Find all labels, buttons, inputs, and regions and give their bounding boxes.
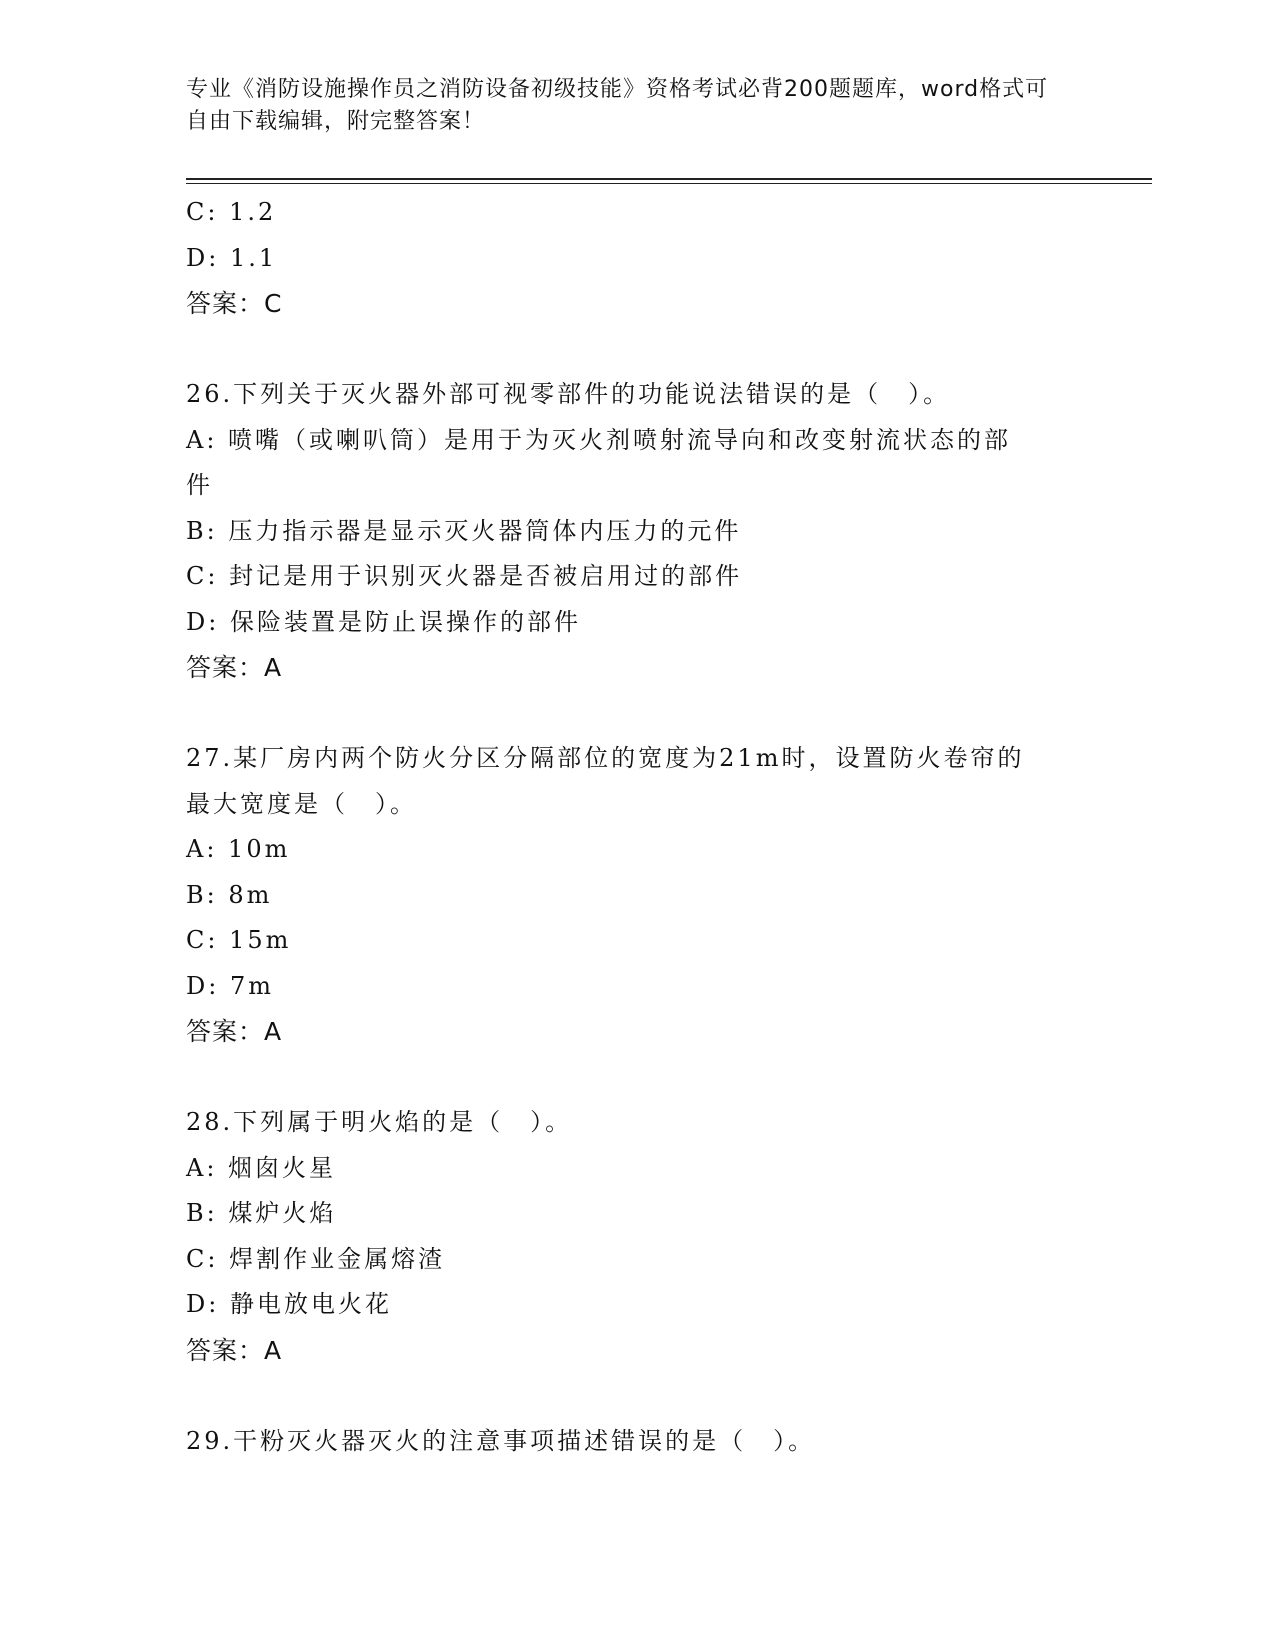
option-d: D: 保险装置是防止误操作的部件 [186, 607, 581, 636]
document-header: 专业《消防设施操作员之消防设备初级技能》资格考试必背200题题库，word格式可自由下载编辑，附完整答案！ [186, 77, 1049, 134]
header-divider [186, 178, 1152, 184]
option-c: C: 焊割作业金属熔渣 [186, 1244, 446, 1273]
option-a: A: 喷嘴（或喇叭筒）是用于为灭火剂喷射流导向和改变射流状态的部件 [186, 425, 1012, 499]
option-b: B: 压力指示器是显示灭火器筒体内压力的元件 [186, 516, 742, 545]
question-26 [186, 372, 1086, 691]
question-29 [186, 1419, 1086, 1465]
question-stem: 26.下列关于灭火器外部可视零部件的功能说法错误的是（ ）。 [186, 380, 951, 408]
spacer [186, 691, 1086, 737]
answer: 答案：A [186, 1335, 283, 1365]
spacer [186, 1373, 1086, 1419]
option-c: C: 15m [186, 926, 292, 954]
option-d: D: 静电放电火花 [186, 1290, 392, 1318]
option-d: D: 7m [186, 971, 274, 1000]
answer: 答案：C [186, 289, 283, 318]
option-a: A: 烟囱火星 [186, 1153, 337, 1182]
answer: 答案：A [186, 1017, 283, 1046]
spacer [186, 327, 1086, 373]
question-28 [186, 1100, 1086, 1373]
spacer [186, 1055, 1086, 1101]
previous-question-tail [186, 190, 1086, 327]
question-stem: 29.干粉灭火器灭火的注意事项描述错误的是（ ）。 [186, 1426, 816, 1455]
option-c: C: 1.2 [186, 198, 277, 226]
option-b: B: 煤炉火焰 [186, 1199, 337, 1227]
question-content [186, 190, 1086, 1464]
question-27 [186, 736, 1086, 1055]
option-d: D: 1.1 [186, 243, 278, 272]
option-b: B: 8m [186, 880, 273, 909]
option-a: A: 10m [186, 835, 291, 863]
question-stem: 27.某厂房内两个防火分区分隔部位的宽度为21m时，设置防火卷帘的最大宽度是（ ）。 [186, 744, 1025, 818]
question-stem: 28.下列属于明火焰的是（ ）。 [186, 1108, 573, 1136]
answer: 答案：A [186, 653, 283, 682]
option-c: C: 封记是用于识别灭火器是否被启用过的部件 [186, 562, 743, 590]
